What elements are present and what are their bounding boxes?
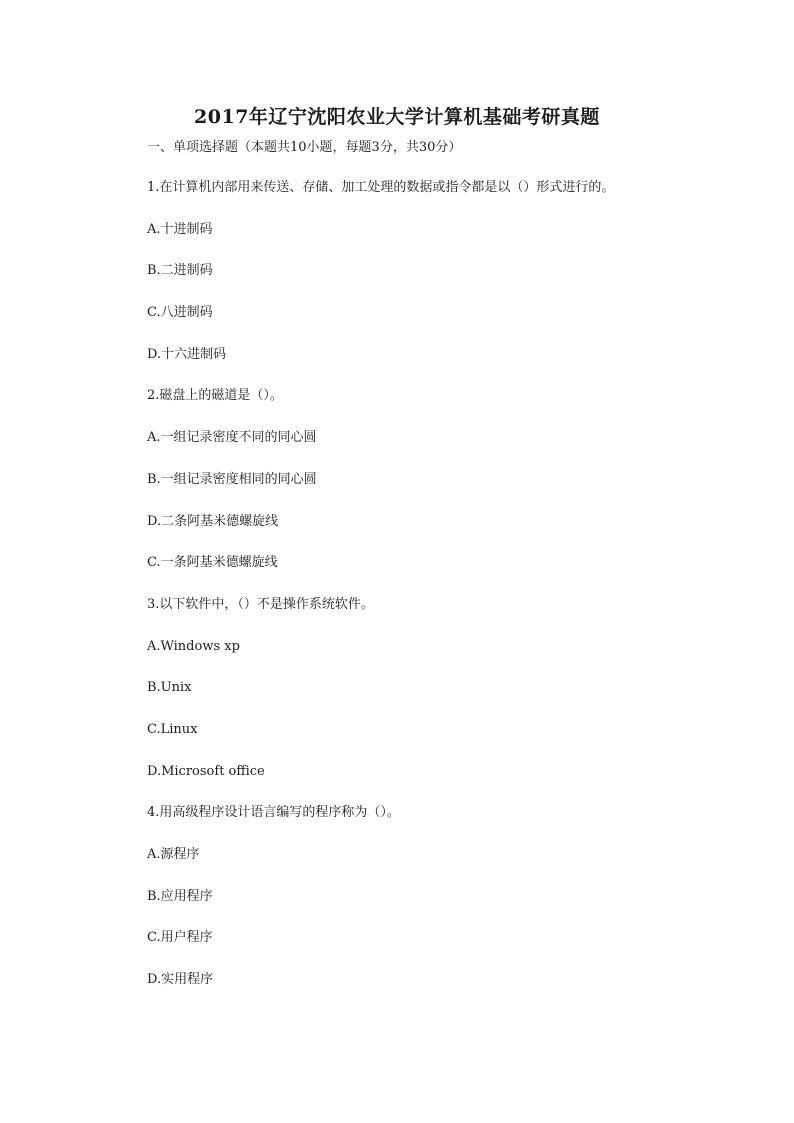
question-4-option-d: D.实用程序 — [147, 972, 214, 988]
section-heading: 一、单项选择题（本题共10小题，每题3分，共30分） — [147, 140, 462, 155]
question-1-option-b: B.二进制码 — [147, 263, 213, 279]
question-1-option-c: C.八进制码 — [147, 305, 213, 321]
question-1-option-a: A.十进制码 — [147, 221, 213, 237]
question-2-option-d: D.二条阿基米德螺旋线 — [147, 513, 279, 529]
question-2-option-a: A.一组记录密度不同的同心圆 — [147, 430, 317, 446]
question-3-stem: 3.以下软件中，（）不是操作系统软件。 — [147, 596, 374, 612]
question-2-option-b: B.一组记录密度相同的同心圆 — [147, 471, 317, 487]
question-4-option-b: B.应用程序 — [147, 888, 213, 904]
question-3-option-d: D.Microsoft office — [147, 763, 265, 779]
question-3-option-c: C.Linux — [147, 721, 198, 737]
question-2-option-c: C.一条阿基米德螺旋线 — [147, 555, 278, 571]
question-1-stem: 1.在计算机内部用来传送、存储、加工处理的数据或指令都是以（）形式进行的。 — [147, 180, 615, 195]
question-1-option-d: D.十六进制码 — [147, 346, 227, 362]
document-title: 2017年辽宁沈阳农业大学计算机基础考研真题 — [194, 106, 600, 128]
question-2-stem: 2.磁盘上的磁道是（）。 — [147, 388, 283, 404]
question-3-option-a: A.Windows xp — [147, 638, 240, 654]
question-list — [147, 178, 767, 1012]
question-4-option-a: A.源程序 — [147, 847, 200, 862]
question-4-stem: 4.用高级程序设计语言编写的程序称为（）。 — [147, 805, 400, 821]
question-3-option-b: B.Unix — [147, 680, 192, 696]
question-4-option-c: C.用户程序 — [147, 930, 213, 946]
